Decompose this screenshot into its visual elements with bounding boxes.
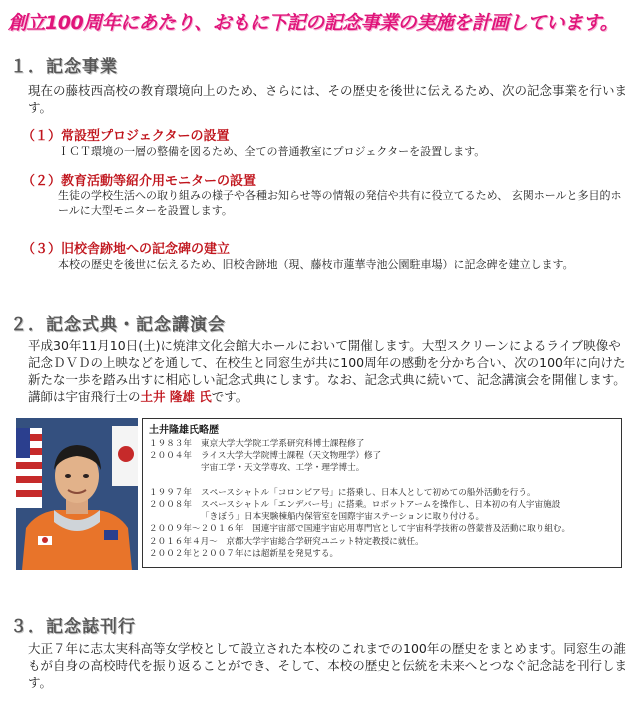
section3-body: 大正７年に志太実科高等女学校として設立された本校のこれまでの100年の歴史をまとめます。同窓生の誰もが自身の高校時代を振り返ることができ、そして、本校の歴史と伝統を未来へとつなぐ記念誌を刊行します。 — [28, 641, 628, 690]
section2-body — [28, 337, 628, 405]
page-banner: 創立100周年にあたり、おもに下記の記念事業の実施を計画しています。 — [8, 12, 619, 34]
bio-text: スペースシャトル「エンデバー号」に搭乗。ロボットアームを操作し、日本初の有人宇宙施設 — [201, 500, 561, 511]
bio-year — [149, 462, 201, 474]
bio-text: 宇宙工学・天文学専攻、工学・理学博士。 — [201, 463, 365, 474]
bio-row — [149, 511, 615, 523]
bio-row — [149, 548, 615, 560]
section2-body-end: です。 — [211, 389, 249, 404]
bio-year: １９９７年 — [149, 487, 192, 498]
bio-text: スペースシャトル「コロンビア号」に搭乗し、日本人として初めての船外活動を行う。 — [201, 487, 536, 498]
bio-text: ２００２年と２００７年には超新星を発見する。 — [149, 548, 339, 559]
bio-year: ２００４年 — [149, 451, 192, 462]
item3-body: 本校の歴史を後世に伝えるため、旧校舎跡地（現、藤枝市蓮華寺池公園駐車場）に記念碑を建立します。 — [58, 258, 574, 271]
bio-row — [149, 475, 615, 487]
item2-title: （２）教育活動等紹介用モニターの設置 — [22, 174, 257, 189]
bio-row — [149, 499, 615, 511]
bio-row — [149, 487, 615, 499]
bio-row — [149, 438, 615, 450]
bio-title: 土井隆雄氏略歴 — [149, 425, 219, 436]
bio-year: ２００８年 — [149, 500, 192, 511]
bio-text: ２００９年～２０１６年 国連宇宙部で国連宇宙応用専門官として宇宙科学技術の啓蒙普及活動に取り組む。 — [149, 524, 571, 535]
speaker-name: 土井 隆雄 氏 — [140, 389, 212, 404]
item1-title: （１）常設型プロジェクターの設置 — [22, 129, 230, 144]
bio-year: １９８３年 — [149, 439, 192, 449]
bio-text: 「きぼう」日本実験棟船内保管室を国際宇宙ステーションに取り付ける。 — [201, 512, 485, 523]
bio-row — [149, 462, 615, 474]
bio-row — [149, 450, 615, 462]
section1-intro: 現在の藤枝西高校の教育環境向上のため、さらには、その歴史を後世に伝えるため、次の記念事業を行います。 — [28, 83, 628, 115]
bio-box — [142, 418, 622, 568]
astronaut-illustration — [16, 418, 138, 570]
bio-row — [149, 523, 615, 535]
section2-body-text: 平成30年11月10日(土)に焼津文化会館大ホールにおいて開催します。大型スクリーンによるライブ映像や記念ＤＶＤの上映などを通して、在校生と同窓生が共に100周年の感動を分かち合い、次の100年に向けた新たな一歩を踏み出すに相応しい記念式典にします。なお、記念式典に続いて、記念講演会を開催します。講師は宇宙飛行士の — [28, 338, 626, 404]
bio-row — [149, 536, 615, 548]
section2-heading: ２．記念式典・記念講演会 — [10, 315, 226, 335]
bio-year — [149, 511, 201, 523]
section1-heading: １．記念事業 — [10, 57, 118, 77]
bio-text: ２０１６年４月～ 京都大学宇宙総合学研究ユニット特定教授に就任。 — [149, 536, 424, 547]
bio-text: ライス大学大学院博士課程（天文物理学）修了 — [201, 451, 382, 462]
item3-title: （３）旧校舎跡地への記念碑の建立 — [22, 242, 231, 257]
section3-heading: ３．記念誌刊行 — [10, 617, 136, 637]
item2-body: 生徒の学校生活への取り組みの様子や各種お知らせ等の情報の発信や共有に役立てるため、 玄関ホールと多目的ホールに大型モニターを設置します。 — [58, 189, 622, 217]
astronaut-photo — [16, 418, 138, 570]
bio-text: 東京大学大学院工学系研究科博士課程修了 — [201, 439, 365, 449]
item1-body: ＩＣＴ環境の一層の整備を図るため、全ての普通教室にプロジェクターを設置します。 — [58, 145, 486, 158]
